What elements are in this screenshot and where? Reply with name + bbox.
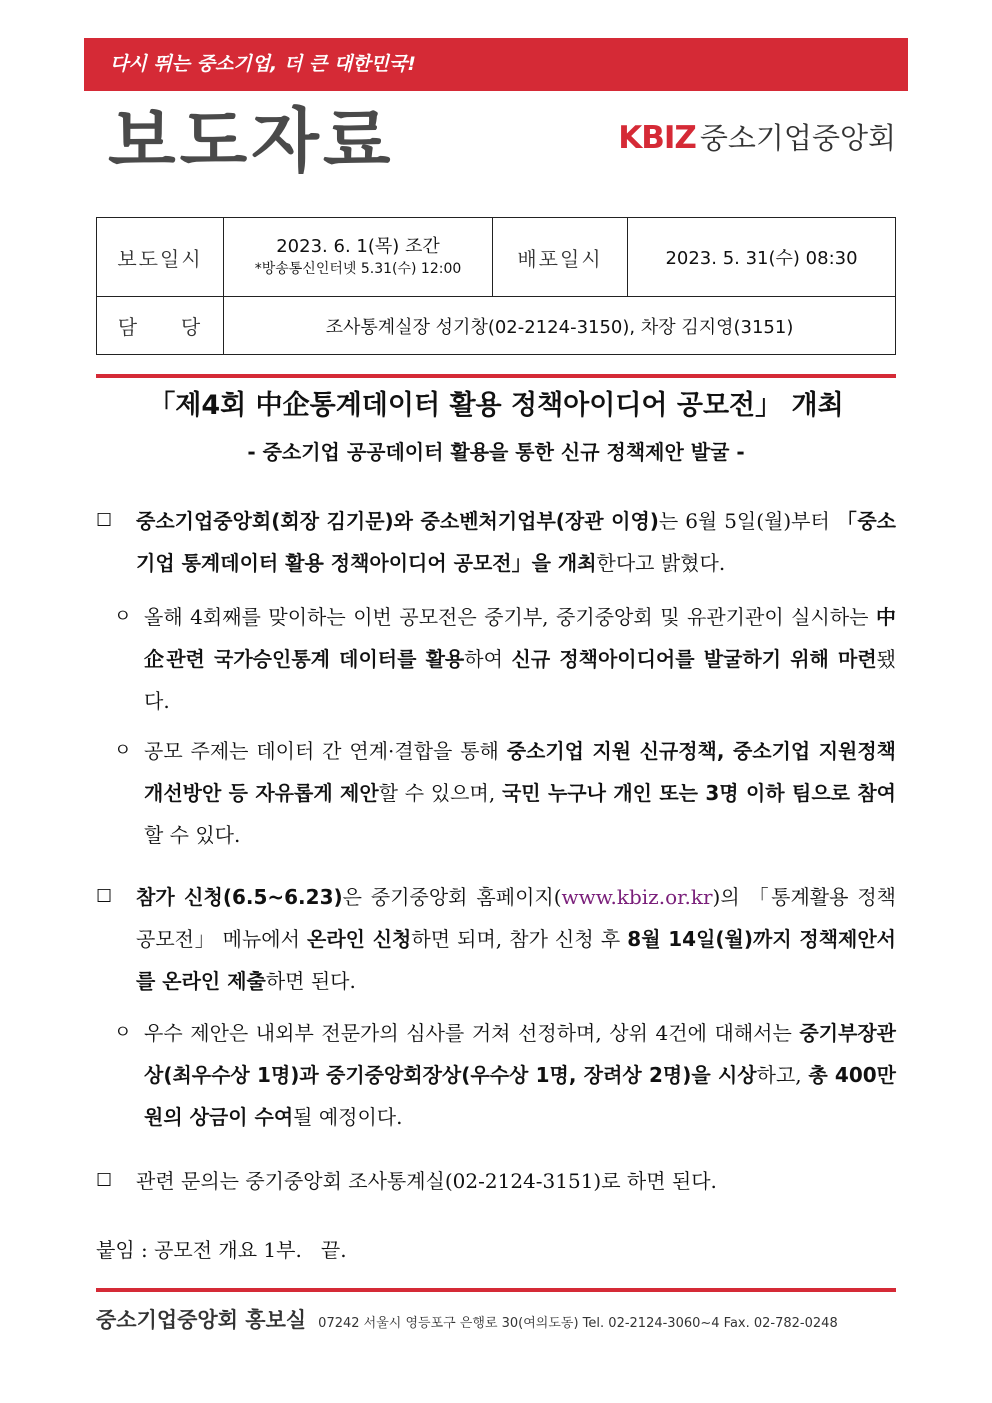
- emphasis-text: 8월 14일(월)까지 정책제안서를 온라인 제출: [136, 927, 896, 993]
- headline-top-rule: [96, 374, 896, 378]
- paragraph-1: [96, 500, 897, 584]
- paragraph-1b: [114, 730, 896, 856]
- paragraph-3: [96, 1160, 896, 1202]
- emphasis-text: 중소기업 지원 신규정책, 중소기업 지원정책 개선방안 등 자유롭게 제안: [144, 739, 896, 805]
- website-url: www.kbiz.or.kr: [561, 885, 713, 909]
- kbiz-logo: [618, 118, 896, 163]
- text-run: 됐다.: [144, 647, 897, 713]
- square-bullet-icon: ☐: [96, 1170, 113, 1191]
- slogan-banner: [84, 38, 908, 91]
- text-run: 하여: [464, 647, 512, 671]
- contact-label: 담 당: [97, 297, 224, 355]
- text-run: 하고,: [756, 1063, 809, 1087]
- emphasis-text: 참가 신청(6.5~6.23): [136, 885, 343, 909]
- slogan-text: 다시 뛰는 중소기업, 더 큰 대한민국!: [110, 53, 416, 75]
- circle-bullet-icon: ㅇ: [114, 1022, 132, 1043]
- release-date-cell: [224, 218, 493, 297]
- paragraph-2-text: [136, 876, 896, 1002]
- text-run: 는 6월 5일(월)부터: [658, 509, 837, 533]
- text-run: )의 「통계활용 정책공모전」 메뉴에서: [136, 885, 896, 951]
- release-broadcast-note: *방송통신인터넷 5.31(수) 12:00: [254, 261, 462, 277]
- footer: [96, 1304, 896, 1340]
- enclosure-note: 붙임 : 공모전 개요 1부. 끝.: [96, 1238, 347, 1262]
- text-run: 관련 문의는 중기중앙회 조사통계실(02-2124-3151)로 하면 된다.: [136, 1169, 717, 1193]
- contact-row: [97, 297, 896, 355]
- paragraph-1-text: [136, 500, 896, 584]
- subheadline: - 중소기업 공공데이터 활용을 통한 신규 정책제안 발굴 -: [247, 440, 745, 464]
- headline: 「제4회 中企통계데이터 활용 정책아이디어 공모전」 개최: [148, 390, 844, 421]
- square-bullet-icon: ☐: [96, 510, 113, 531]
- text-run: 할 수 있다.: [144, 823, 241, 847]
- release-date: 2023. 6. 1(목) 조간: [276, 236, 440, 257]
- paragraph-2a-text: [144, 1012, 896, 1138]
- emphasis-text: 총 400만원의 상금이 수여: [144, 1063, 897, 1129]
- text-run: 하면 되며, 참가 신청 후: [411, 927, 628, 951]
- footer-address: 07242 서울시 영등포구 은행로 30(여의도동) Tel. 02-2124-3060~4 Fax. 02-782-0248: [318, 1316, 838, 1331]
- emphasis-text: 국민 누구나 개인 또는 3명 이하 팀으로 참여: [501, 781, 896, 805]
- text-run: 하면 된다.: [265, 969, 356, 993]
- logo-org-name: 중소기업중앙회: [699, 121, 896, 155]
- release-info-table: [96, 217, 896, 355]
- footer-rule: [96, 1288, 896, 1292]
- release-info-row: [97, 218, 896, 297]
- paragraph-1a-text: [144, 596, 896, 722]
- distribution-date: 2023. 5. 31(수) 08:30: [628, 218, 896, 297]
- paragraph-1a: [114, 596, 897, 722]
- logo-mark: KBIZ: [618, 120, 696, 156]
- footer-department: 중소기업중앙회 홍보실: [96, 1308, 307, 1332]
- paragraph-3-text: [136, 1160, 896, 1202]
- text-run: 올해 4회째를 맞이하는 이번 공모전은 중기부, 중기중앙회 및 유관기관이 실시하는: [144, 605, 876, 629]
- distribution-date-label: 배포일시: [493, 218, 628, 297]
- emphasis-text: 신규 정책아이디어를 발굴하기 위해 마련: [511, 647, 877, 671]
- emphasis-text: 「중소기업 통계데이터 활용 정책아이디어 공모전」을 개최: [136, 509, 897, 575]
- emphasis-text: 中企관련 국가승인통계 데이터를 활용: [144, 605, 896, 671]
- text-run: 될 예정이다.: [293, 1105, 403, 1129]
- contact-value: 조사통계실장 성기창(02-2124-3150), 차장 김지영(3151): [224, 297, 896, 355]
- release-date-label: 보도일시: [97, 218, 224, 297]
- text-run: 공모 주제는 데이터 간 연계·결합을 통해: [144, 739, 507, 763]
- paragraph-2: [96, 876, 896, 1002]
- document-type-title: 보도자료: [108, 100, 395, 182]
- emphasis-text: 온라인 신청: [307, 927, 412, 951]
- circle-bullet-icon: ㅇ: [114, 606, 132, 627]
- text-run: 은 중기중앙회 홈페이지(: [342, 885, 562, 909]
- text-run: 할 수 있으며,: [378, 781, 502, 805]
- paragraph-2a: [114, 1012, 897, 1138]
- square-bullet-icon: ☐: [96, 886, 113, 907]
- paragraph-1b-text: [144, 730, 896, 856]
- emphasis-text: 중소기업중앙회(회장 김기문)와 중소벤처기업부(장관 이영): [136, 509, 659, 533]
- text-run: 한다고 밝혔다.: [596, 551, 726, 575]
- circle-bullet-icon: ㅇ: [114, 740, 132, 761]
- text-run: 우수 제안은 내외부 전문가의 심사를 거쳐 선정하며, 상위 4건에 대해서는: [144, 1021, 800, 1045]
- emphasis-text: 중기부장관상(최우수상 1명)과 중기중앙회장상(우수상 1명, 장려상 2명)을 시상: [144, 1021, 896, 1087]
